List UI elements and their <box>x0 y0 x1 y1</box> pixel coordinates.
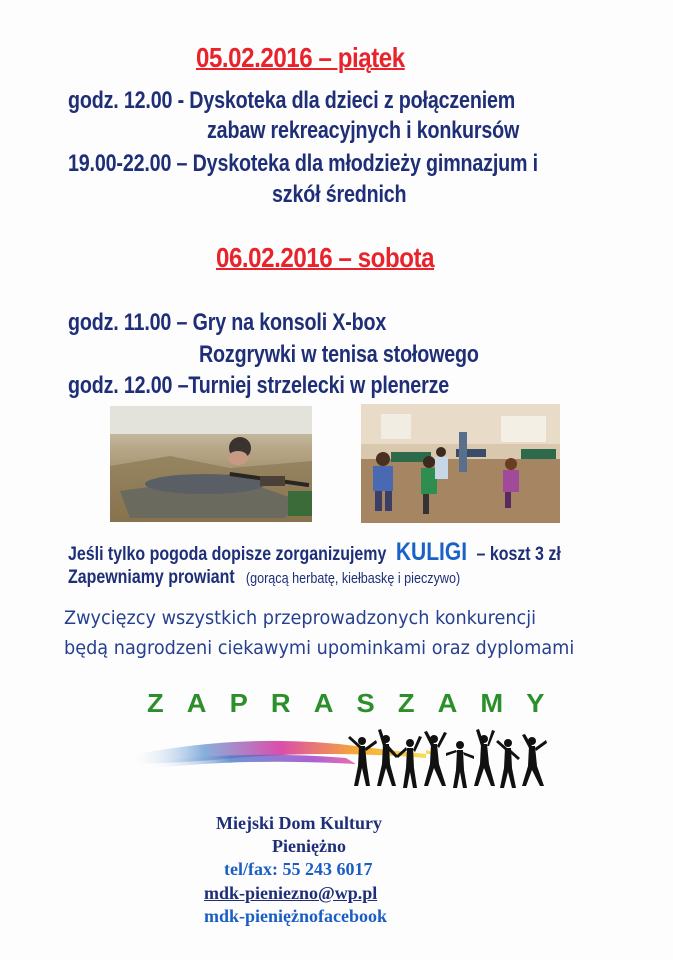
saturday-line-2: Rozgrywki w tenisa stołowego <box>199 341 479 368</box>
footer-town: Pieniężno <box>272 836 346 856</box>
winners-line-1: Zwycięzcy wszystkich przeprowadzonych konkurencji <box>64 607 537 629</box>
friday-line-2: zabaw rekreacyjnych i konkursów <box>207 117 520 144</box>
saturday-line-3: godz. 12.00 –Turniej strzelecki w plenerze <box>68 372 450 399</box>
footer-email-link[interactable]: mdk-pieniezno@wp.pl <box>204 883 378 903</box>
invite-heading: ZAPRASZAMY <box>147 688 568 718</box>
provisions-main: Zapewniamy prowiant <box>68 567 235 588</box>
footer-org: Miejski Dom Kultury <box>216 813 382 833</box>
shooting-photo <box>110 406 312 522</box>
friday-line-3: 19.00-22.00 – Dyskoteka dla młodzieży gimnazjum i <box>68 150 538 177</box>
sleigh-prefix: Jeśli tylko pogoda dopisze zorganizujemy <box>68 544 387 565</box>
winners-line-2: będą nagrodzeni ciekawymi upominkami oraz dyplomami <box>64 637 575 659</box>
date-saturday: 06.02.2016 – sobota <box>216 242 435 273</box>
friday-line-1: godz. 12.00 - Dyskoteka dla dzieci z połączeniem <box>68 87 516 114</box>
sleigh-line <box>68 538 561 567</box>
friday-line-4: szkół średnich <box>272 181 407 208</box>
sleigh-suffix: – koszt 3 zł <box>476 544 561 565</box>
saturday-line-1: godz. 11.00 – Gry na konsoli X-box <box>68 309 387 336</box>
footer-phone: tel/fax: 55 243 6017 <box>224 859 373 879</box>
date-friday: 05.02.2016 – piątek <box>196 42 405 73</box>
kids-hall-photo <box>361 404 560 523</box>
footer-facebook-link[interactable]: mdk-pieniężnofacebook <box>204 906 388 926</box>
sleigh-highlight: KULIGI <box>395 538 468 566</box>
provisions-line <box>68 567 460 589</box>
provisions-detail: (gorącą herbatę, kiełbaskę i pieczywo) <box>245 570 461 587</box>
dancers-decoration <box>126 728 566 800</box>
